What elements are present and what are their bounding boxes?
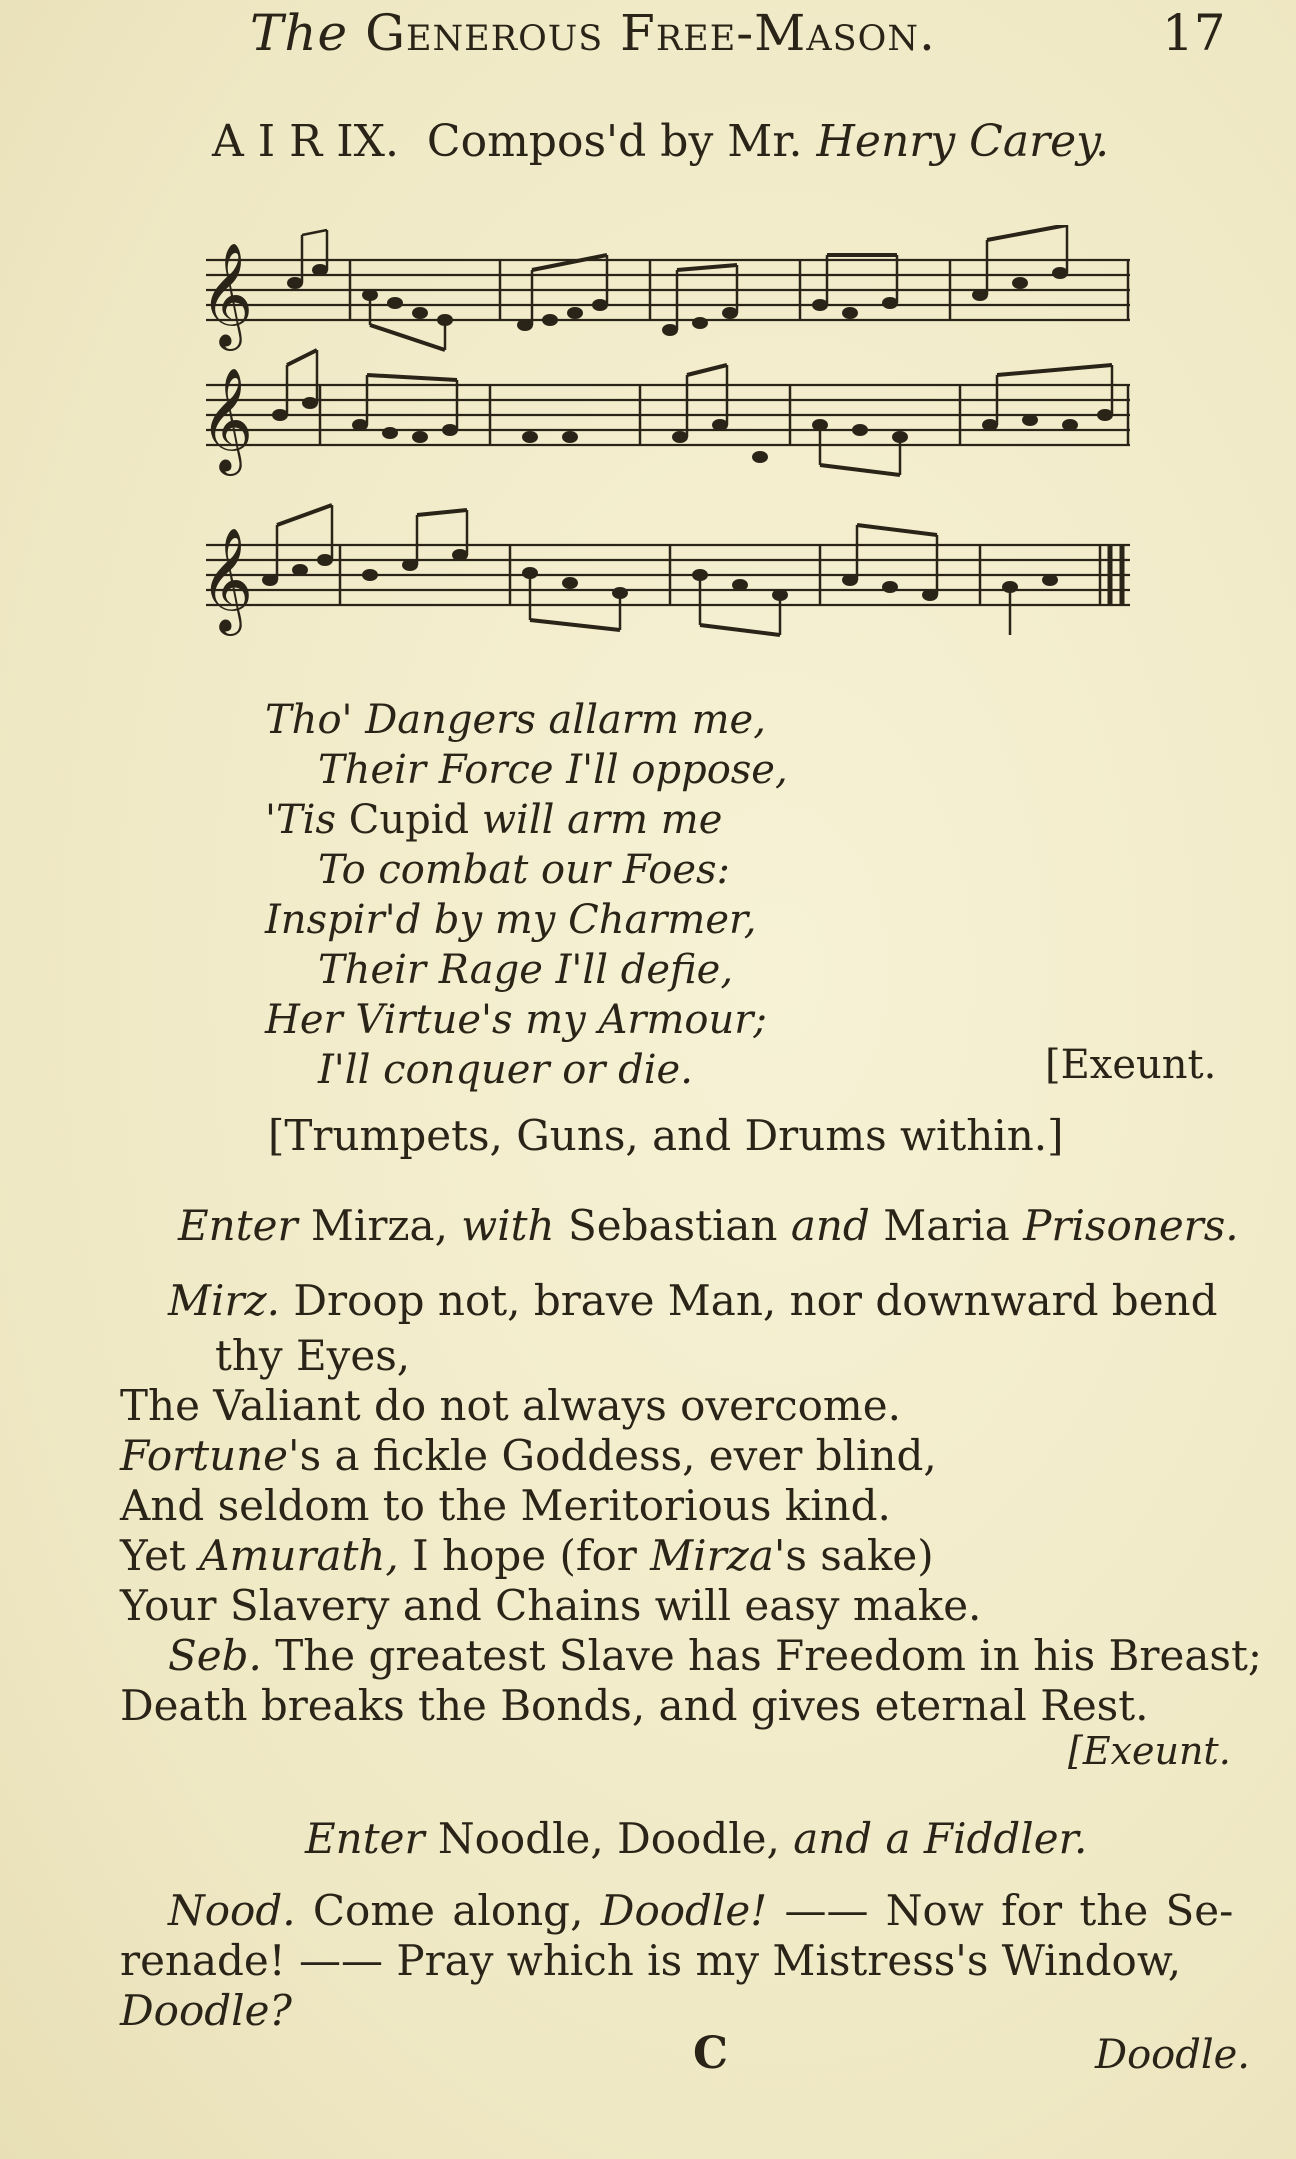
entry-1-maria: Maria [883, 1201, 1010, 1250]
mirza-line-4a: Fortune [120, 1431, 289, 1480]
mirza-line-7: Your Slavery and Chains will easy make. [120, 1581, 982, 1630]
mirza-line-3: The Valiant do not always overcome. [120, 1381, 901, 1430]
entry-2-enter: Enter [305, 1814, 425, 1863]
stage-direction-trumpets: [Trumpets, Guns, and Drums within.] [268, 1111, 1064, 1160]
entry-1-prisoners: Prisoners. [1023, 1201, 1239, 1250]
mirza-line-4b: 's a fickle Goddess, ever blind, [288, 1431, 937, 1480]
song-line-3a: 'Tis [265, 797, 336, 843]
song-line-2: Their Force I'll oppose, [318, 747, 788, 793]
exeunt-2: [Exeunt. [1068, 1729, 1231, 1773]
running-head-the: The [250, 4, 349, 62]
entry-2-rest: and a Fiddler. [793, 1814, 1088, 1863]
mirza-line-6d: Mirza [650, 1531, 774, 1580]
song-line-3 [265, 797, 723, 843]
seb-line-1-text: The greatest Slave has Freedom in his Breast; [275, 1631, 1262, 1680]
song-line-4: To combat our Foes: [318, 847, 731, 893]
signature-mark: C [693, 2028, 729, 2079]
nood-line-1a: Come along, [312, 1886, 584, 1935]
song-line-8: I'll conquer or die. [318, 1047, 693, 1093]
staff-2 [206, 385, 1130, 445]
mirza-line-5: And seldom to the Meritorious kind. [120, 1481, 891, 1530]
mirza-line-6a: Yet [120, 1531, 186, 1580]
entry-noodle [305, 1814, 1088, 1863]
clef-2: 𝄞 [200, 367, 254, 472]
mirza-line-6 [120, 1531, 934, 1580]
nood-line-1b: Doodle! [600, 1886, 768, 1935]
speaker-mirz: Mirz. [168, 1276, 280, 1325]
seb-line-2: Death breaks the Bonds, and gives eternal Rest. [120, 1681, 1149, 1730]
music-score [200, 225, 1150, 655]
clef-3: 𝄞 [200, 527, 254, 632]
air-heading [212, 116, 1109, 167]
running-head-title [250, 4, 936, 62]
composer-name: Henry Carey. [816, 116, 1110, 167]
mirza-line-2: thy Eyes, [215, 1331, 411, 1380]
exeunt-1: [Exeunt. [1045, 1042, 1217, 1088]
song-line-5: Inspir'd by my Charmer, [265, 897, 757, 943]
entry-1-with: with [461, 1201, 555, 1250]
song-line-6: Their Rage I'll defie, [318, 947, 734, 993]
mirza-line-1-text: Droop not, brave Man, nor downward bend [293, 1276, 1218, 1325]
song-line-1: Tho' Dangers allarm me, [265, 697, 766, 743]
song-line-7: Her Virtue's my Armour; [265, 997, 767, 1043]
mirza-line-6c: I hope (for [412, 1531, 637, 1580]
mirza-line-1 [168, 1276, 1218, 1325]
clef-1: 𝄞 [200, 242, 254, 347]
entry-2-names: Noodle, Doodle, [437, 1814, 780, 1863]
air-label: A I R IX. [212, 116, 399, 167]
song-line-3c: will arm me [481, 797, 723, 843]
composer-prefix: Compos'd by Mr. [426, 116, 803, 167]
running-head-rest: Generous Free-Mason. [365, 4, 936, 62]
mirza-line-6b: Amurath, [199, 1531, 399, 1580]
entry-mirza [178, 1201, 1239, 1250]
entry-1-enter: Enter [178, 1201, 298, 1250]
entry-1-and: and [790, 1201, 870, 1250]
nood-line-2: renade! —— Pray which is my Mistress's Window, [120, 1936, 1182, 1985]
entry-1-sebastian: Sebastian [567, 1201, 778, 1250]
nood-line-1c: —— Now for the Se- [784, 1886, 1234, 1935]
mirza-line-4 [120, 1431, 937, 1480]
speaker-seb: Seb. [168, 1631, 262, 1680]
entry-1-mirza: Mirza, [310, 1201, 448, 1250]
song-line-3b: Cupid [348, 797, 470, 843]
nood-line-1 [168, 1886, 1234, 1935]
seb-line-1 [168, 1631, 1262, 1680]
speaker-nood: Nood. [168, 1886, 296, 1935]
nood-line-3: Doodle? [120, 1986, 292, 2035]
staff-1 [206, 260, 1130, 320]
page-number: 17 [1162, 4, 1226, 62]
catchword: Doodle. [1095, 2032, 1251, 2078]
mirza-line-6e: 's sake) [773, 1531, 934, 1580]
staff-3 [206, 545, 1130, 605]
